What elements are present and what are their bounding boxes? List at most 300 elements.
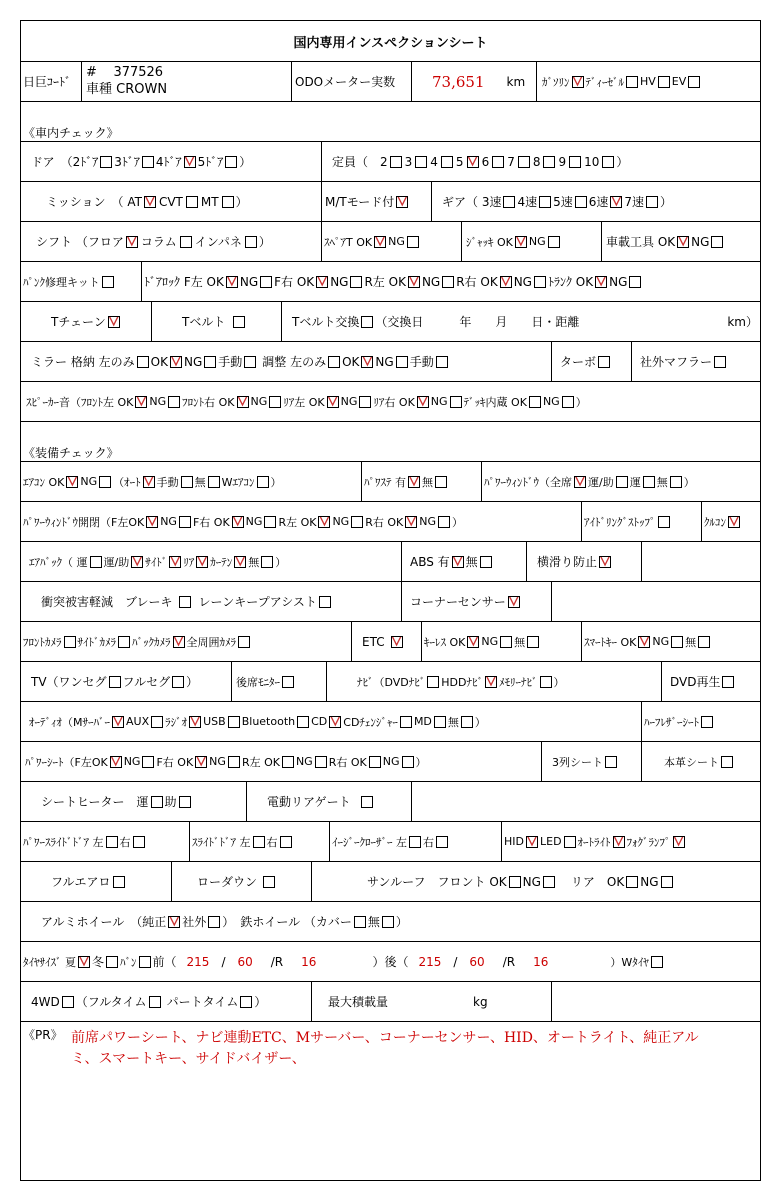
power-steering-cell xyxy=(361,462,481,501)
lock-fr-ng-label: NG xyxy=(330,274,349,289)
fuel-hv-checkbox[interactable] xyxy=(658,76,670,88)
seat-5-checkbox[interactable] xyxy=(467,156,479,168)
keyless-ng-checkbox[interactable] xyxy=(500,636,512,648)
aero-checkbox[interactable] xyxy=(113,876,125,888)
seat-9-checkbox[interactable] xyxy=(569,156,581,168)
fuel-diesel-checkbox[interactable] xyxy=(626,76,638,88)
lock-rr-ng-checkbox[interactable] xyxy=(534,276,546,288)
seat-9-label: 9 xyxy=(558,154,567,169)
tbelt-change-checkbox[interactable] xyxy=(361,316,373,328)
mirror-adjust-manual-label: 手動 xyxy=(409,355,434,369)
abs-yes-checkbox[interactable] xyxy=(452,556,464,568)
pwo-rr-ok-checkbox[interactable] xyxy=(405,516,417,528)
alloy-genuine-label: アルミホイール （純正 xyxy=(41,915,167,929)
aircon-ng-label: NG xyxy=(80,475,98,488)
mirror-fold-manual-checkbox[interactable] xyxy=(244,356,256,368)
empty-cell xyxy=(411,782,760,821)
dvd-play-checkbox[interactable] xyxy=(722,676,734,688)
closer-left-label: ｲｰｼﾞｰｸﾛｰｻﾞｰ 左 xyxy=(332,835,407,849)
alloy-aftermarket-checkbox[interactable] xyxy=(208,916,220,928)
steel-none-checkbox[interactable] xyxy=(382,916,394,928)
pw-driver-passenger-checkbox[interactable] xyxy=(616,476,628,488)
abs-none-checkbox[interactable] xyxy=(480,556,492,568)
spk-deck-ok-checkbox[interactable] xyxy=(529,396,541,408)
tire-front-rim: 16 xyxy=(301,954,317,969)
smartkey-ok-checkbox[interactable] xyxy=(638,636,650,648)
tbelt-checkbox[interactable] xyxy=(233,316,245,328)
gear-7-checkbox[interactable] xyxy=(646,196,658,208)
fuel-gasoline-checkbox[interactable] xyxy=(572,76,584,88)
audio-md-checkbox[interactable] xyxy=(434,716,446,728)
tv-fullseg-checkbox[interactable] xyxy=(172,676,184,688)
tire-van-checkbox[interactable] xyxy=(139,956,151,968)
ps-rl-ng-checkbox[interactable] xyxy=(315,756,327,768)
audio-cd-checkbox[interactable] xyxy=(329,716,341,728)
mirror-fold-ng-checkbox[interactable] xyxy=(204,356,216,368)
gear-3-checkbox[interactable] xyxy=(503,196,515,208)
audio-usb-label: USB xyxy=(203,715,226,728)
airbag-cell xyxy=(21,542,401,581)
alloy-genuine-checkbox[interactable] xyxy=(168,916,180,928)
pw-all-label: ﾊﾟﾜｰｳｨﾝﾄﾞｳ（全席 xyxy=(484,475,572,489)
tire-front-width: 215 xyxy=(186,954,210,969)
ps-yes-checkbox[interactable] xyxy=(408,476,420,488)
collision-brake-label: 衝突被害軽減 ブレーキ xyxy=(41,595,173,609)
jack-ng-checkbox[interactable] xyxy=(548,236,560,248)
cam-side-checkbox[interactable] xyxy=(118,636,130,648)
mission-cvt-checkbox[interactable] xyxy=(186,196,198,208)
sunroof-rear-ok-label: リア OK xyxy=(570,875,625,889)
odo-unit: km xyxy=(506,74,526,89)
tbelt-change-km: km） xyxy=(727,315,758,329)
airbag-close: ） xyxy=(275,555,287,569)
door-3-checkbox[interactable] xyxy=(142,156,154,168)
tire-rear-label: ）後（ xyxy=(372,955,409,969)
tire-summer-checkbox[interactable] xyxy=(78,956,90,968)
navi-dvd-checkbox[interactable] xyxy=(427,676,439,688)
pr-label: 《PR》 xyxy=(23,1028,63,1042)
seat-7-checkbox[interactable] xyxy=(518,156,530,168)
navi-hdd-checkbox[interactable] xyxy=(485,676,497,688)
closer-left-checkbox[interactable] xyxy=(409,836,421,848)
ps-rl-ok-label: R左 OK xyxy=(241,755,280,769)
pwo-fl-ng-checkbox[interactable] xyxy=(179,516,191,528)
cruise-cell xyxy=(701,502,760,541)
stock-number: 377526 xyxy=(113,65,164,80)
spk-rr-ng-label: NG xyxy=(430,395,448,408)
door-5-checkbox[interactable] xyxy=(225,156,237,168)
mirror-fold-ok-checkbox[interactable] xyxy=(170,356,182,368)
ps-fr-ok-checkbox[interactable] xyxy=(195,756,207,768)
etc-cell xyxy=(351,622,421,661)
pwo-rr-ng-checkbox[interactable] xyxy=(438,516,450,528)
steel-close: ） xyxy=(395,915,408,929)
pwo-rl-ng-checkbox[interactable] xyxy=(351,516,363,528)
seat-5-label: 5 xyxy=(455,154,464,169)
lane-keep-checkbox[interactable] xyxy=(319,596,331,608)
spk-fl-ok-label: ｽﾋﾟｰｶｰ音（ﾌﾛﾝﾄ左 OK xyxy=(26,395,134,409)
pwo-fl-ok-label: ﾊﾟﾜｰｳｨﾝﾄﾞｳ開閉（F左OK xyxy=(23,515,145,529)
code-label: 日巨ｺｰﾄﾞ xyxy=(23,75,72,89)
lock-fl-ng-checkbox[interactable] xyxy=(260,276,272,288)
spare-ng-checkbox[interactable] xyxy=(407,236,419,248)
pwo-rl-ok-checkbox[interactable] xyxy=(318,516,330,528)
heater-passenger-checkbox[interactable] xyxy=(179,796,191,808)
pwo-fl-ok-checkbox[interactable] xyxy=(146,516,158,528)
aircon-cell xyxy=(21,462,361,501)
tchain-checkbox[interactable] xyxy=(108,316,120,328)
spk-rl-ok-checkbox[interactable] xyxy=(327,396,339,408)
w-tire-checkbox[interactable] xyxy=(651,956,663,968)
sunroof-front-ng-checkbox[interactable] xyxy=(543,876,555,888)
mirror-adjust-ng-checkbox[interactable] xyxy=(396,356,408,368)
ps-rl-ok-checkbox[interactable] xyxy=(282,756,294,768)
airbag-none-checkbox[interactable] xyxy=(261,556,273,568)
autolight-checkbox[interactable] xyxy=(613,836,625,848)
gear-6-checkbox[interactable] xyxy=(610,196,622,208)
puncture-kit-label: ﾊﾟﾝｸ修理キット xyxy=(23,275,100,289)
hid-checkbox[interactable] xyxy=(526,836,538,848)
lock-rl-ng-checkbox[interactable] xyxy=(442,276,454,288)
fuel-ev-checkbox[interactable] xyxy=(688,76,700,88)
lock-fl-ok-checkbox[interactable] xyxy=(226,276,238,288)
keyless-none-checkbox[interactable] xyxy=(527,636,539,648)
pslide-right-checkbox[interactable] xyxy=(133,836,145,848)
mission-mt-checkbox[interactable] xyxy=(222,196,234,208)
shift-column-label: コラム xyxy=(140,235,177,249)
keyless-ok-checkbox[interactable] xyxy=(467,636,479,648)
aircon-w-checkbox[interactable] xyxy=(257,476,269,488)
tools-ng-label: NG xyxy=(691,234,710,249)
dvd-play-cell xyxy=(661,662,760,701)
jack-cell xyxy=(461,222,601,261)
collision-brake-checkbox[interactable] xyxy=(179,596,191,608)
door-5-label: 5ﾄﾞｱ xyxy=(197,155,224,169)
pwo-rl-ok-label: R左 OK xyxy=(278,515,317,529)
tbelt-change-date: （交換日 年 月 日・距離 xyxy=(375,315,580,329)
etc-checkbox[interactable] xyxy=(391,636,403,648)
tv-oneseg-checkbox[interactable] xyxy=(109,676,121,688)
puncture-kit-cell xyxy=(21,262,141,301)
aircon-ok-label: ｴｱｺﾝ OK xyxy=(23,475,65,489)
spare-ng-label: NG xyxy=(388,235,405,248)
turbo-cell xyxy=(551,342,631,381)
jack-ok-checkbox[interactable] xyxy=(515,236,527,248)
tire-cell xyxy=(21,942,760,981)
smartkey-none-label: 無 xyxy=(685,635,697,649)
door-2-checkbox[interactable] xyxy=(100,156,112,168)
navi-memory-checkbox[interactable] xyxy=(540,676,552,688)
spk-rl-ok-label: ﾘｱ左 OK xyxy=(283,395,325,409)
lights-cell xyxy=(501,822,760,861)
idling-stop-checkbox[interactable] xyxy=(658,516,670,528)
third-row-label: 3列シート xyxy=(552,755,603,769)
aircon-ng-checkbox[interactable] xyxy=(99,476,111,488)
fuel-gasoline: ｶﾞｿﾘﾝ xyxy=(542,75,570,89)
mirror-fold-left-checkbox[interactable] xyxy=(137,356,149,368)
muffler-checkbox[interactable] xyxy=(714,356,726,368)
tbelt-change-cell xyxy=(281,302,760,341)
aircon-ok-checkbox[interactable] xyxy=(66,476,78,488)
tire-rear-width: 215 xyxy=(418,954,442,969)
spare-ok-checkbox[interactable] xyxy=(374,236,386,248)
seat-2-checkbox[interactable] xyxy=(390,156,402,168)
sunroof-rear-ok-checkbox[interactable] xyxy=(626,876,638,888)
model-name: CROWN xyxy=(116,82,168,97)
autolight-label: ｵｰﾄﾗｲﾄ xyxy=(577,835,611,849)
awd-checkbox[interactable] xyxy=(62,996,74,1008)
audio-cd-label: CD xyxy=(311,715,328,728)
spk-deck-ng-checkbox[interactable] xyxy=(562,396,574,408)
turbo-checkbox[interactable] xyxy=(598,356,610,368)
ps-none-label: 無 xyxy=(422,475,433,489)
lock-rl-ok-checkbox[interactable] xyxy=(408,276,420,288)
spk-fr-ok-checkbox[interactable] xyxy=(237,396,249,408)
pw-none-label: 無 xyxy=(656,475,668,489)
row-doorlock xyxy=(21,261,760,301)
interior-section-title: 《車内チェック》 xyxy=(23,126,119,140)
seat-10-checkbox[interactable] xyxy=(602,156,614,168)
mission-mt-label: MT xyxy=(200,194,219,209)
lock-rr-ng-label: NG xyxy=(513,274,532,289)
tools-ok-checkbox[interactable] xyxy=(677,236,689,248)
closer-right-checkbox[interactable] xyxy=(436,836,448,848)
cam-back-checkbox[interactable] xyxy=(173,636,185,648)
third-row-cell xyxy=(541,742,641,781)
pw-driver-checkbox[interactable] xyxy=(643,476,655,488)
lock-fl-ok-label: ﾄﾞｱﾛｯｸ F左 OK xyxy=(144,275,224,289)
pw-none-checkbox[interactable] xyxy=(670,476,682,488)
row-audio xyxy=(21,701,760,741)
row-tv-navi xyxy=(21,661,760,701)
tire-rear-sep: / xyxy=(453,954,458,969)
empty-cell xyxy=(551,982,760,1021)
tools-ng-checkbox[interactable] xyxy=(711,236,723,248)
turbo-label: ターボ xyxy=(560,355,597,369)
audio-none-checkbox[interactable] xyxy=(461,716,473,728)
steel-cover-checkbox[interactable] xyxy=(354,916,366,928)
cruise-checkbox[interactable] xyxy=(728,516,740,528)
seat-7-label: 7 xyxy=(507,154,515,169)
seat-6-checkbox[interactable] xyxy=(492,156,504,168)
shift-column-checkbox[interactable] xyxy=(180,236,192,248)
half-leather-checkbox[interactable] xyxy=(701,716,713,728)
pw-all-checkbox[interactable] xyxy=(574,476,586,488)
aero-cell xyxy=(21,862,171,901)
led-checkbox[interactable] xyxy=(564,836,576,848)
lowdown-checkbox[interactable] xyxy=(263,876,275,888)
gear-5-checkbox[interactable] xyxy=(575,196,587,208)
audio-aux-checkbox[interactable] xyxy=(151,716,163,728)
power-seat-cell xyxy=(21,742,541,781)
row-timing xyxy=(21,301,760,341)
sunroof-cell xyxy=(311,862,760,901)
pw-driver-passenger-label: 運/助 xyxy=(588,475,614,489)
rear-monitor-checkbox[interactable] xyxy=(282,676,294,688)
airbag-dp-checkbox[interactable] xyxy=(131,556,143,568)
audio-mserver-checkbox[interactable] xyxy=(112,716,124,728)
page-title: 国内専用インスペクションシート xyxy=(293,35,488,51)
spk-rl-ng-checkbox[interactable] xyxy=(359,396,371,408)
audio-cdchanger-checkbox[interactable] xyxy=(400,716,412,728)
vehicle-id-cell xyxy=(81,62,291,101)
leather-checkbox[interactable] xyxy=(721,756,733,768)
esc-checkbox[interactable] xyxy=(599,556,611,568)
pwo-fr-ok-checkbox[interactable] xyxy=(232,516,244,528)
mirror-adjust-ok-checkbox[interactable] xyxy=(361,356,373,368)
shift-panel-checkbox[interactable] xyxy=(245,236,257,248)
tire-front-label: 前（ xyxy=(152,955,177,969)
seat-3-checkbox[interactable] xyxy=(415,156,427,168)
aircon-none-checkbox[interactable] xyxy=(208,476,220,488)
airbag-side-checkbox[interactable] xyxy=(169,556,181,568)
corner-sensor-label: コーナーセンサー xyxy=(410,595,506,609)
max-load-label: 最大積載量 xyxy=(328,995,389,1009)
smartkey-none-checkbox[interactable] xyxy=(698,636,710,648)
row-speaker xyxy=(21,381,760,421)
row-aircon xyxy=(21,461,760,501)
seat-3-label: 3 xyxy=(404,154,413,169)
row-pw-open xyxy=(21,501,760,541)
mt-mode-cell xyxy=(321,182,431,221)
gear-3-label: ギア（ 3速 xyxy=(442,195,502,209)
abs-yes-label: ABS 有 xyxy=(410,555,450,569)
etc-label: ETC xyxy=(362,634,385,649)
mirror-adjust-manual-checkbox[interactable] xyxy=(436,356,448,368)
spk-fl-ng-checkbox[interactable] xyxy=(168,396,180,408)
mirror-adjust-left-checkbox[interactable] xyxy=(328,356,340,368)
airbag-curtain-label: ｶｰﾃﾝ xyxy=(210,555,233,569)
lock-fr-ng-checkbox[interactable] xyxy=(350,276,362,288)
ps-fl-ng-checkbox[interactable] xyxy=(142,756,154,768)
spk-fl-ok-checkbox[interactable] xyxy=(135,396,147,408)
corner-sensor-checkbox[interactable] xyxy=(508,596,520,608)
audio-cdchanger-label: CDﾁｪﾝｼﾞｬｰ xyxy=(343,715,398,729)
gear-4-checkbox[interactable] xyxy=(539,196,551,208)
seat-heater-cell xyxy=(21,782,246,821)
pwo-fl-ng-label: NG xyxy=(160,515,177,528)
slide-right-checkbox[interactable] xyxy=(280,836,292,848)
sunroof-rear-ng-checkbox[interactable] xyxy=(661,876,673,888)
pslide-left-checkbox[interactable] xyxy=(106,836,118,848)
heater-passenger-label: 助 xyxy=(164,795,177,809)
airbag-rear-checkbox[interactable] xyxy=(196,556,208,568)
mt-mode-checkbox[interactable] xyxy=(396,196,408,208)
pwo-fr-ng-checkbox[interactable] xyxy=(264,516,276,528)
seat-8-checkbox[interactable] xyxy=(543,156,555,168)
lock-trunk-ok-checkbox[interactable] xyxy=(595,276,607,288)
pwo-rl-ng-label: NG xyxy=(332,515,350,528)
rear-gate-label: 電動リアゲート xyxy=(267,795,351,809)
navi-dvd-label: ﾅﾋﾞ（DVDﾅﾋﾞ xyxy=(357,675,426,689)
awd-parttime-checkbox[interactable] xyxy=(240,996,252,1008)
odo-cell xyxy=(411,62,536,101)
seat-6-label: 6 xyxy=(481,154,490,169)
closer-right-label: 右 xyxy=(423,835,434,849)
alloy-aftermarket-label: 社外 xyxy=(182,915,207,929)
puncture-kit-checkbox[interactable] xyxy=(102,276,114,288)
heater-driver-checkbox[interactable] xyxy=(151,796,163,808)
awd-fulltime-checkbox[interactable] xyxy=(149,996,161,1008)
row-camera xyxy=(21,621,760,661)
aircon-close: ） xyxy=(270,475,282,489)
pw-open-cell xyxy=(21,502,581,541)
airbag-curtain-checkbox[interactable] xyxy=(234,556,246,568)
spk-rr-ok-checkbox[interactable] xyxy=(417,396,429,408)
easy-closer-cell xyxy=(329,822,501,861)
spk-fl-ng-label: NG xyxy=(149,395,167,408)
third-row-checkbox[interactable] xyxy=(605,756,617,768)
smartkey-ng-label: NG xyxy=(652,635,670,648)
smartkey-cell xyxy=(581,622,760,661)
ps-rr-ok-checkbox[interactable] xyxy=(369,756,381,768)
lock-rr-ok-checkbox[interactable] xyxy=(500,276,512,288)
keyless-ok-label: ｷｰﾚｽ OK xyxy=(424,635,466,649)
lock-trunk-ng-checkbox[interactable] xyxy=(629,276,641,288)
ps-fr-ng-checkbox[interactable] xyxy=(228,756,240,768)
audio-radio-checkbox[interactable] xyxy=(189,716,201,728)
inspection-sheet xyxy=(20,20,761,1181)
seat-close: ） xyxy=(616,155,629,169)
ps-none-checkbox[interactable] xyxy=(435,476,447,488)
lock-fr-ok-checkbox[interactable] xyxy=(316,276,328,288)
rear-gate-cell xyxy=(246,782,411,821)
keyless-none-label: 無 xyxy=(514,635,526,649)
shift-floor-label: シフト （フロア xyxy=(36,235,124,249)
slide-left-checkbox[interactable] xyxy=(253,836,265,848)
smartkey-ng-checkbox[interactable] xyxy=(671,636,683,648)
tire-winter-checkbox[interactable] xyxy=(106,956,118,968)
ps-fl-ok-label: ﾊﾟﾜｰｼｰﾄ（F左OK xyxy=(25,755,108,769)
spk-rr-ng-checkbox[interactable] xyxy=(450,396,462,408)
row-seat-heater xyxy=(21,781,760,821)
sunroof-front-ok-checkbox[interactable] xyxy=(509,876,521,888)
sunroof-rear-ng-label: NG xyxy=(640,874,659,889)
power-slide-cell xyxy=(21,822,189,861)
door-4-checkbox[interactable] xyxy=(184,156,196,168)
corner-sensor-cell xyxy=(401,582,551,621)
ps-rr-ng-checkbox[interactable] xyxy=(402,756,414,768)
audio-bluetooth-checkbox[interactable] xyxy=(297,716,309,728)
mission-at-checkbox[interactable] xyxy=(144,196,156,208)
navi-close: ） xyxy=(553,675,565,689)
audio-mserver-label: ｵｰﾃﾞｨｵ（Mｻｰﾊﾞｰ xyxy=(29,715,110,729)
airbag-driver-checkbox[interactable] xyxy=(90,556,102,568)
cam-around-checkbox[interactable] xyxy=(238,636,250,648)
cam-front-checkbox[interactable] xyxy=(64,636,76,648)
foglamp-checkbox[interactable] xyxy=(673,836,685,848)
spk-deck-ok-label: ﾃﾞｯｷ内蔵 OK xyxy=(463,395,527,409)
row-mission xyxy=(21,181,760,221)
shift-floor-checkbox[interactable] xyxy=(126,236,138,248)
ps-yes-label: ﾊﾟﾜｽﾃ 有 xyxy=(364,475,406,489)
tire-front-r: /R xyxy=(270,954,284,969)
audio-usb-checkbox[interactable] xyxy=(228,716,240,728)
aircon-manual-checkbox[interactable] xyxy=(181,476,193,488)
muffler-cell xyxy=(631,342,760,381)
ps-fl-ok-checkbox[interactable] xyxy=(110,756,122,768)
audio-aux-label: AUX xyxy=(126,715,150,728)
aircon-auto-checkbox[interactable] xyxy=(143,476,155,488)
gear-close: ） xyxy=(660,195,673,209)
seat-4-checkbox[interactable] xyxy=(441,156,453,168)
tools-cell xyxy=(601,222,760,261)
cam-side-label: ｻｲﾄﾞｶﾒﾗ xyxy=(77,635,116,649)
pslide-right-label: 右 xyxy=(119,835,131,849)
rear-gate-checkbox[interactable] xyxy=(361,796,373,808)
keyless-cell xyxy=(421,622,581,661)
spk-fr-ng-checkbox[interactable] xyxy=(269,396,281,408)
